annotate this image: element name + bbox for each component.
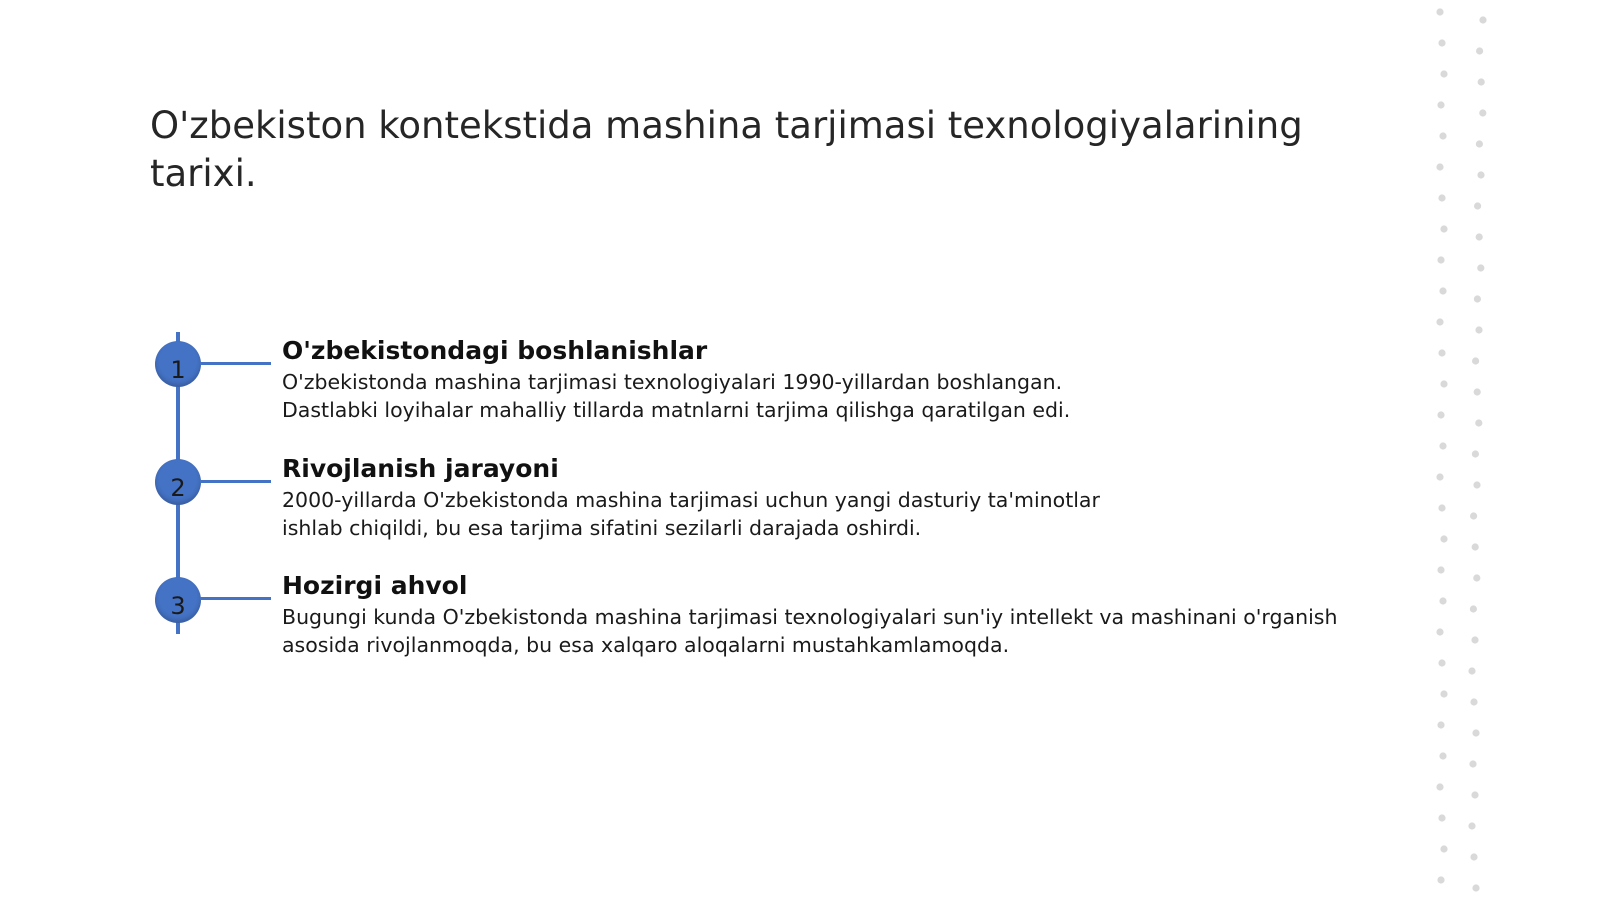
decor-dot <box>1472 729 1479 736</box>
decor-dot <box>1437 876 1444 883</box>
decor-dot <box>1474 388 1481 395</box>
decor-dot <box>1471 636 1478 643</box>
decor-dot <box>1472 884 1479 891</box>
decor-dot <box>1439 287 1446 294</box>
decor-dot <box>1472 357 1479 364</box>
timeline-connector-2 <box>200 480 271 483</box>
decor-dot <box>1439 132 1446 139</box>
decor-dot <box>1440 380 1447 387</box>
decor-dot <box>1473 481 1480 488</box>
decor-dot <box>1469 760 1476 767</box>
timeline-item-body: Bugungi kunda O'zbekistonda mashina tarjimasi texnologiyalari sun'iy intellekt va mashinani o'rganish asosida rivojlanmoqda, bu esa xalqaro aloqalarni mustahkamlamoqda. <box>282 605 1338 657</box>
timeline-item-3 <box>282 569 1407 659</box>
timeline-marker-3 <box>155 577 201 623</box>
timeline-marker-1 <box>155 341 201 387</box>
timeline-item-heading: O'zbekistondagi boshlanishlar <box>282 336 708 365</box>
timeline-connector-1 <box>200 362 271 365</box>
decor-dot <box>1436 628 1443 635</box>
timeline-connector-3 <box>200 597 271 600</box>
timeline-item-1 <box>282 334 1112 424</box>
timeline-marker-number: 1 <box>170 356 186 384</box>
decor-dot <box>1475 326 1482 333</box>
decor-dot <box>1472 543 1479 550</box>
decorative-dot-pattern <box>1420 0 1510 899</box>
decor-dot <box>1470 605 1477 612</box>
decor-dot <box>1438 39 1445 46</box>
decor-dot <box>1470 698 1477 705</box>
slide-title: O'zbekiston kontekstida mashina tarjimasi texnologiyalarining tarixi. <box>150 104 1303 195</box>
timeline-marker-2 <box>155 459 201 505</box>
decor-dot <box>1470 512 1477 519</box>
decor-dot <box>1476 140 1483 147</box>
decor-dot <box>1473 574 1480 581</box>
decor-dot <box>1436 473 1443 480</box>
decor-dot <box>1437 256 1444 263</box>
decor-dot <box>1474 202 1481 209</box>
decor-dot <box>1437 721 1444 728</box>
decor-dot <box>1471 791 1478 798</box>
decor-dot <box>1472 450 1479 457</box>
decor-dot <box>1438 194 1445 201</box>
decor-dot <box>1438 814 1445 821</box>
decor-dot <box>1436 8 1443 15</box>
decor-dot <box>1475 419 1482 426</box>
decor-dot <box>1476 47 1483 54</box>
decor-dot <box>1474 295 1481 302</box>
decor-dot <box>1440 535 1447 542</box>
timeline-item-heading: Rivojlanish jarayoni <box>282 454 559 483</box>
decor-dot <box>1436 783 1443 790</box>
decor-dot <box>1436 318 1443 325</box>
decor-dot <box>1438 504 1445 511</box>
decor-dot <box>1439 442 1446 449</box>
timeline-item-2 <box>282 452 1102 542</box>
decor-dot <box>1437 566 1444 573</box>
decor-dot <box>1476 233 1483 240</box>
timeline-marker-number: 3 <box>170 592 186 620</box>
decor-dot <box>1477 171 1484 178</box>
decor-dot <box>1436 163 1443 170</box>
decor-dot <box>1477 264 1484 271</box>
decor-dot <box>1437 411 1444 418</box>
decor-dot <box>1468 822 1475 829</box>
decor-dot <box>1479 16 1486 23</box>
decor-dot <box>1438 349 1445 356</box>
timeline-item-body: O'zbekistonda mashina tarjimasi texnologiyalari 1990-yillardan boshlangan. Dastlabki loyihalar mahalliy tillarda matnlarni tarjima qilishga qaratilgan edi. <box>282 370 1071 422</box>
decor-dot <box>1440 690 1447 697</box>
timeline-item-body: 2000-yillarda O'zbekistonda mashina tarjimasi uchun yangi dasturiy ta'minotlar ishlab chiqildi, bu esa tarjima sifatini sezilarli darajada oshirdi. <box>282 488 1100 540</box>
decor-dot <box>1439 752 1446 759</box>
decor-dot <box>1437 101 1444 108</box>
decor-dot <box>1470 853 1477 860</box>
decor-dot <box>1440 845 1447 852</box>
decor-dot <box>1438 659 1445 666</box>
decor-dot <box>1479 109 1486 116</box>
decor-dot <box>1468 667 1475 674</box>
decor-dot <box>1440 70 1447 77</box>
decor-dot <box>1478 78 1485 85</box>
decor-dot <box>1440 225 1447 232</box>
decor-dot <box>1439 597 1446 604</box>
timeline-marker-number: 2 <box>170 474 186 502</box>
timeline-item-heading: Hozirgi ahvol <box>282 571 468 600</box>
